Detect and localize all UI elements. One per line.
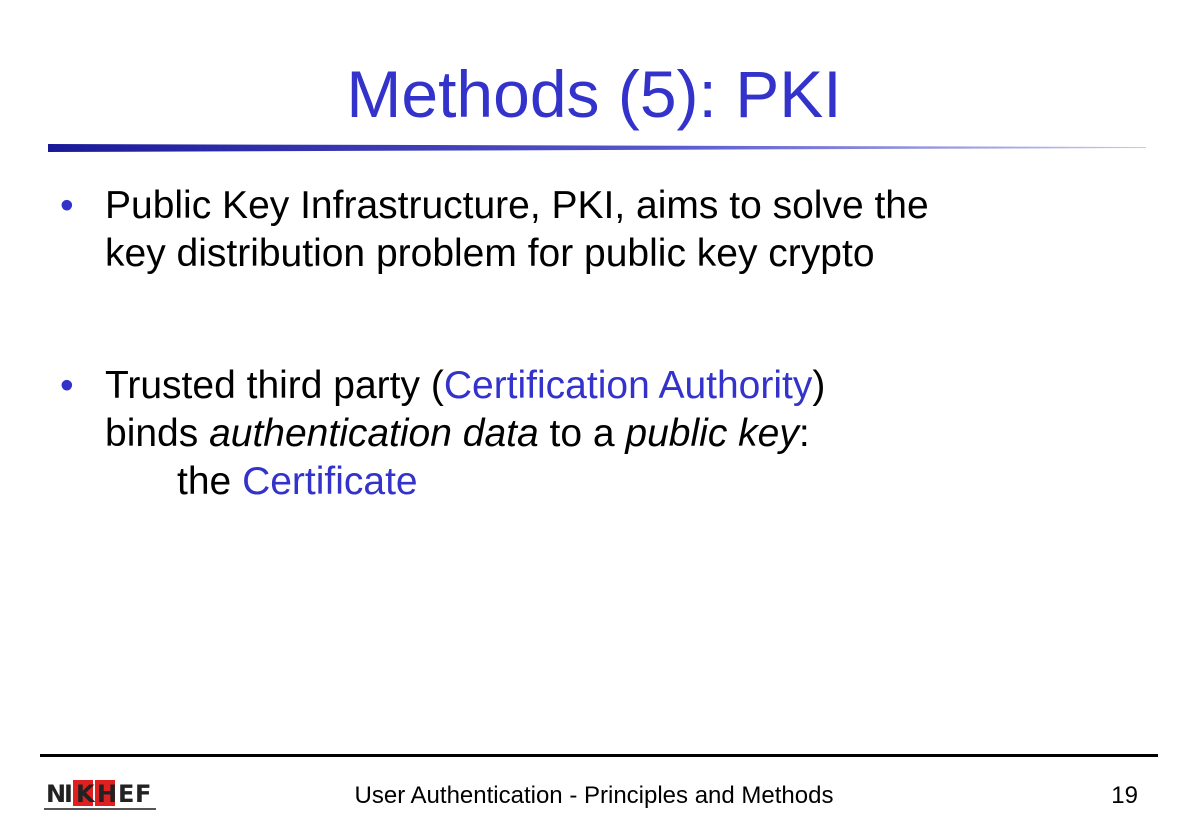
footer-divider <box>40 754 1158 757</box>
bullet-dot-icon: • <box>60 184 74 227</box>
bullet-line: Public Key Infrastructure, PKI, aims to solve the <box>105 184 929 227</box>
footer-title: User Authentication - Principles and Methods <box>354 782 834 809</box>
slide-title: Methods (5): PKI <box>346 57 842 131</box>
svg-text:N: N <box>46 780 67 808</box>
bullet-item-trusted-third-party <box>60 362 1150 506</box>
svg-text:H: H <box>97 780 118 808</box>
bullet-line: key distribution problem for public key crypto <box>105 232 875 275</box>
text-run: the <box>177 460 243 503</box>
text-run: : <box>798 412 810 455</box>
page-number: 19 <box>1111 782 1138 809</box>
svg-text:E: E <box>118 780 135 808</box>
text-run: binds <box>105 412 210 455</box>
bullet-line <box>105 458 1150 506</box>
text-run: Trusted third party ( <box>105 364 444 407</box>
bullet-line <box>105 410 1150 458</box>
svg-text:K: K <box>76 780 95 808</box>
title-underline <box>48 144 1146 152</box>
bullet-list <box>60 182 1150 506</box>
highlight-certification-authority: Certification Authority <box>443 364 813 407</box>
bullet-line <box>105 362 1150 410</box>
text-run: to a <box>538 412 626 455</box>
bullet-item-pki <box>60 182 1150 278</box>
svg-text:I: I <box>64 780 73 808</box>
highlight-certificate: Certificate <box>242 460 418 503</box>
emphasis-public-key: public key <box>625 412 799 455</box>
bullet-dot-icon: • <box>60 364 74 407</box>
svg-text:F: F <box>135 780 152 808</box>
emphasis-authentication-data: authentication data <box>209 412 539 455</box>
text-run: ) <box>812 364 826 407</box>
